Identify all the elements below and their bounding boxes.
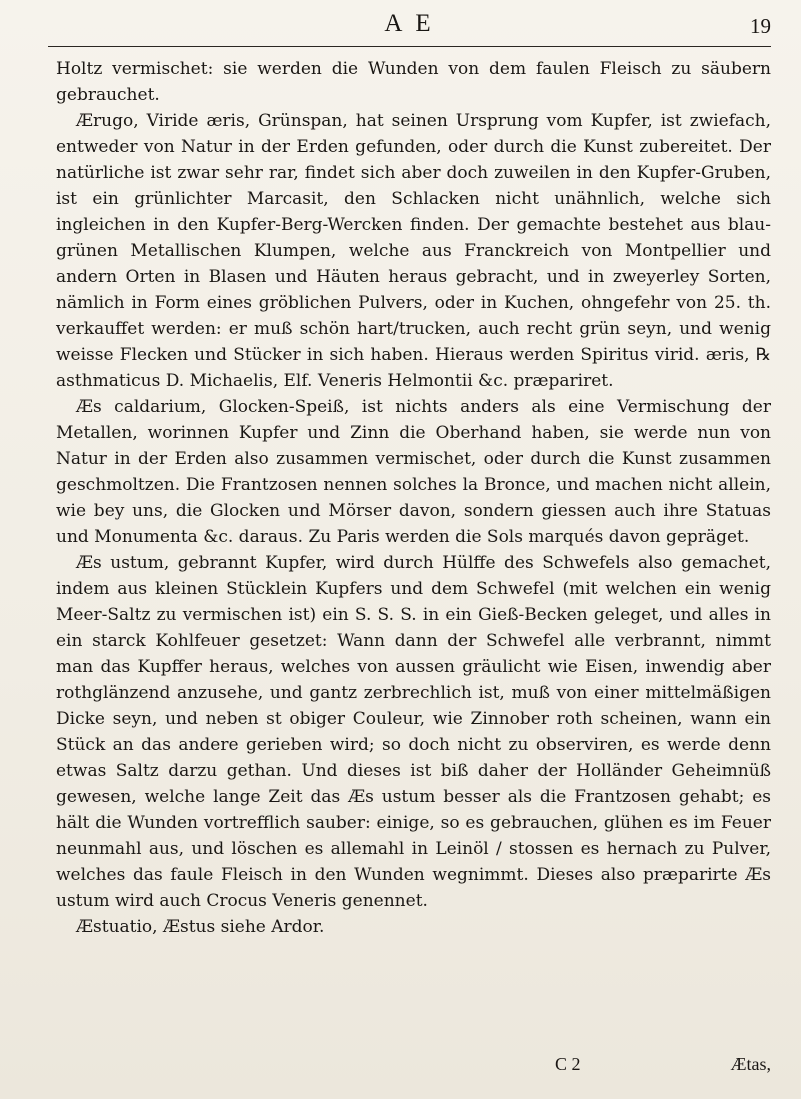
entry-aerugo: Ærugo, Viride æris, Grünspan, hat seinen Ursprung vom Kupfer, ist zwiefach, entweder von Natur in der Erden gefunden, oder durch die Kunst zubereitet. Der natürliche ist zwar sehr rar, findet sich aber doch zuweilen in den Kupfer-Gruben, ist ein grünlichter Marcasit, den Schlacken nicht unähnlich, welche sich ingleichen in den Kupfer-Berg-Wercken finden. Der gemachte bestehet aus blau-grünen Metallischen Klumpen, welche aus Franckreich von Montpellier und andern Orten in Blasen und Häuten heraus gebracht, und in zweyerley Sorten, nämlich in Form eines gröblichen Pulvers, oder in Kuchen, ohngefehr von 25. th. verkauffet werden: er muß schön hart/trucken, auch recht grün seyn, und wenig weisse Flecken und Stücker in sich haben. Hieraus werden Spiritus virid. æris, ℞ asthmaticus D. Michaelis, Elf. Veneris Helmontii &c. præpariret. [56, 111, 771, 391]
signature-mark: C 2 [555, 1054, 581, 1074]
running-header [48, 6, 771, 46]
page-number: 19 [750, 14, 771, 38]
body-text [56, 56, 771, 940]
entry-aestuatio: Æstuatio, Æstus siehe Ardor. [76, 917, 325, 937]
entry-aes-caldarium: Æs caldarium, Glocken-Speiß, ist nichts anders als eine Vermischung der Metallen, worinnen Kupfer und Zinn die Oberhand haben, sie werde nun von Natur in der Erden also zusammen vermischet, oder durch die Kunst zusammen geschmoltzen. Die Frantzosen nennen solches la Bronce, und machen nicht allein, wie bey uns, die Glocken und Mörser davon, sondern giessen auch ihre Statuas und Monumenta &c. daraus. Zu Paris werden die Sols marqués davon gepräget. [56, 397, 771, 547]
entry-aes-ustum: Æs ustum, gebrannt Kupfer, wird durch Hülffe des Schwefels also gemachet, indem aus kleinen Stücklein Kupfers und dem Schwefel (mit welchen ein wenig Meer-Saltz zu vermischen ist) ein S. S. S. in ein Gieß-Becken geleget, und alles in ein starck Kohlfeuer gesetzet: Wann dann der Schwefel alle verbrannt, nimmt man das Kupffer heraus, welches von aussen gräulicht wie Eisen, inwendig aber rothglänzend anzusehe, und gantz zerbrechlich ist, muß von einer mittelmäßigen Dicke seyn, und neben st obiger Couleur, wie Zinnober roth scheinen, wann ein Stück an das andere gerieben wird; so doch nicht zu observiren, es werde denn etwas Saltz darzu gethan. Und dieses ist biß daher der Holländer Geheimnüß gewesen, welche lange Zeit das Æs ustum besser als die Frantzosen gehabt; es hält die Wunden vortrefflich sauber: einige, so es gebrauchen, glühen es im Feuer neunmahl aus, und löschen es allemahl in Leinöl / stossen es hernach zu Pulver, welches das faule Fleisch in den Wunden wegnimmt. Dieses also præparirte Æs ustum wird auch Crocus Veneris genennet. [56, 553, 771, 911]
running-title: A E [384, 10, 435, 37]
catchword: Ætas, [730, 1054, 771, 1074]
header-rule [48, 46, 771, 47]
paragraph-holtz: Holtz vermischet: sie werden die Wunden von dem faulen Fleisch zu säubern gebrauchet. [56, 59, 771, 105]
